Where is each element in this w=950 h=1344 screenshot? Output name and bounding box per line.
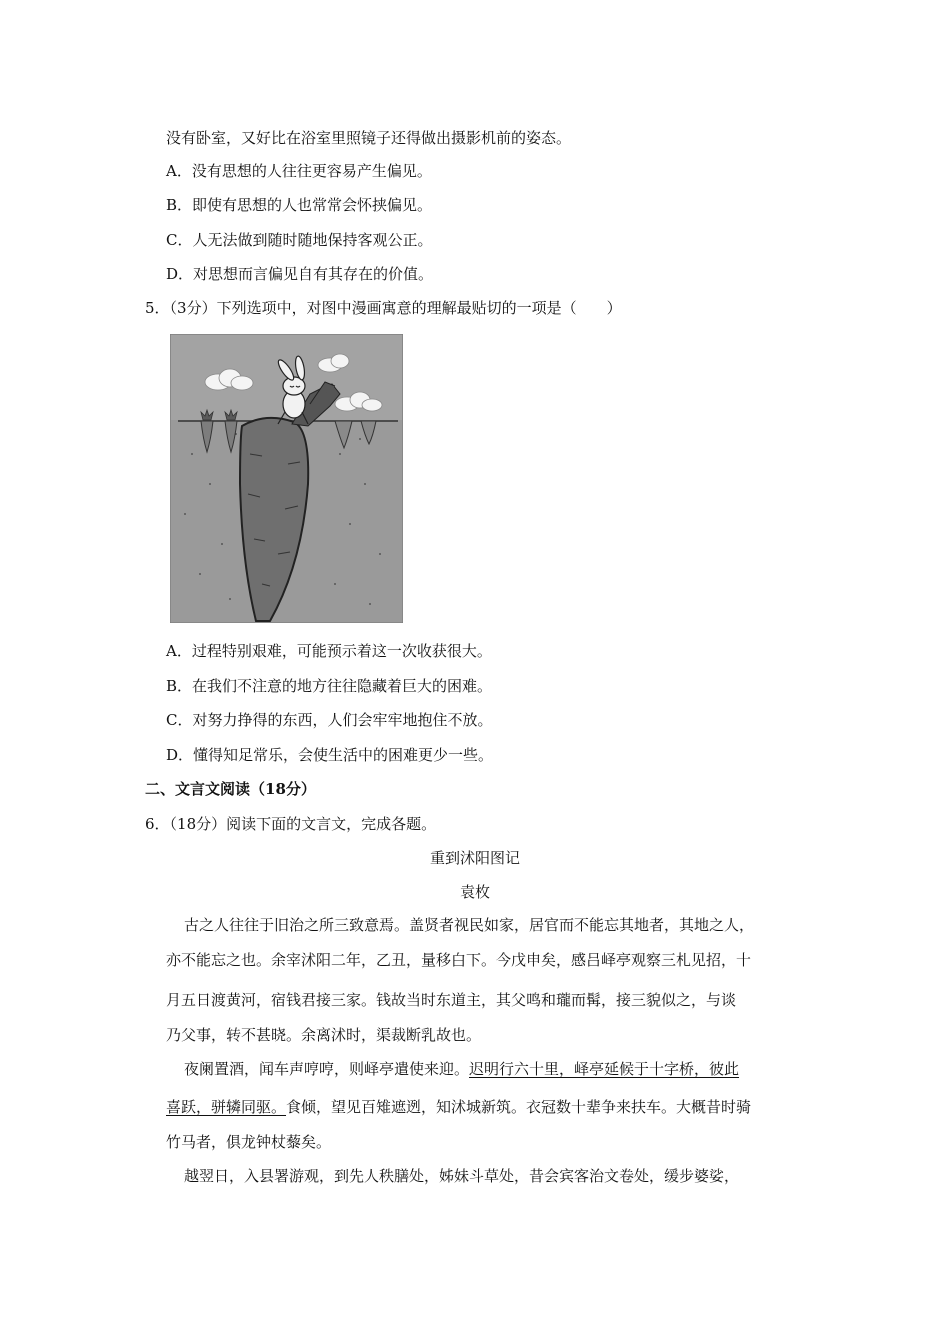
section-heading: 二、文言文阅读（18分） <box>145 780 316 798</box>
q4-option-c: C．人无法做到随时随地保持客观公正。 <box>166 231 433 249</box>
p2-plain-2: 食倾，望见百雉遮迾，知沭城新筑。衣冠数十辈争来扶车。大概昔时骑 <box>286 1098 752 1116</box>
p2-underlined-1: 迟明行六十里，峄亭延候于十字桥，彼此 <box>469 1060 740 1078</box>
passage-p2-line3: 竹马者，俱龙钟杖藜矣。 <box>166 1133 332 1151</box>
passage-p2-line2 <box>166 1097 751 1117</box>
cartoon-figure <box>170 334 403 623</box>
q4-option-d: D．对思想而言偏见自有其存在的价值。 <box>166 265 434 283</box>
q4-option-b: B．即使有思想的人也常常会怀挟偏见。 <box>166 196 433 214</box>
passage-p1-line4: 乃父事，转不甚晓。余离沭时，渠裁断乳故也。 <box>166 1026 482 1044</box>
p2-plain-1: 夜阑置酒，闻车声哼哼，则峄亭遣使来迎。 <box>184 1060 470 1078</box>
passage-p2-line1 <box>184 1059 739 1079</box>
passage-p1-line1: 古之人往往于旧治之所三致意焉。盖贤者视民如家，居官而不能忘其地者，其地之人， <box>184 916 755 934</box>
passage-p1-line3: 月五日渡黄河，宿钱君接三家。钱故当时东道主，其父鸣和瓏而髯，接三貌似之，与谈 <box>166 991 737 1009</box>
q5-option-a: A．过程特别艰难，可能预示着这一次收获很大。 <box>166 642 492 660</box>
q5-option-d: D．懂得知足常乐，会使生活中的困难更少一些。 <box>166 746 494 764</box>
passage-author: 袁枚 <box>459 883 490 901</box>
q6-stem: 6．（18分）阅读下面的文言文，完成各题。 <box>145 815 437 833</box>
passage-p3-line1: 越翌日，入县署游观，到先人秩膳处，姊妹斗草处，昔会宾客治文卷处，缓步婆娑， <box>184 1167 740 1185</box>
continuation-text: 没有卧室，又好比在浴室里照镜子还得做出摄影机前的姿态。 <box>166 129 572 147</box>
passage-title: 重到沭阳图记 <box>429 849 520 867</box>
passage-p1-line2: 亦不能忘之也。余宰沭阳二年，乙丑，量移白下。今戊申矣，感吕峄亭观察三札见招，十 <box>166 951 752 969</box>
q4-option-a: A．没有思想的人往往更容易产生偏见。 <box>166 162 432 180</box>
p2-underlined-2: 喜跃，骈辚同驱。 <box>166 1098 287 1116</box>
q5-stem: 5．（3分）下列选项中，对图中漫画寓意的理解最贴切的一项是（ ） <box>145 299 622 317</box>
q5-option-b: B．在我们不注意的地方往往隐藏着巨大的困难。 <box>166 677 493 695</box>
rabbit-carrot-cartoon <box>170 334 403 623</box>
q5-option-c: C．对努力挣得的东西，人们会牢牢地抱住不放。 <box>166 711 493 729</box>
